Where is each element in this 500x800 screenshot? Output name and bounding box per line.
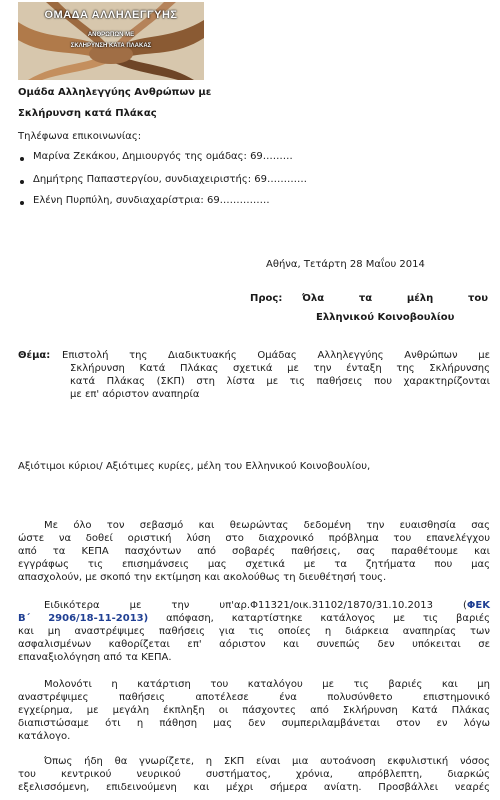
letter-date: Αθήνα, Τετάρτη 28 Μαΐου 2014 <box>266 259 425 270</box>
subject-text <box>62 349 490 401</box>
logo-title: ΟΜΑΔΑ ΑΛΛΗΛΕΓΓΥΗΣ <box>44 9 178 21</box>
contact-item: Δημήτρης Παπαστεργίου, συνδιαχειριστής: 69………… <box>33 174 307 185</box>
paragraph-line: διαπιστώσαμε ότι η πάθηση μας δεν συμπεριλαμβάνεται στον εν λόγω <box>18 718 490 729</box>
paragraph-line: Μολονότι η κατάρτιση του καταλόγου με τις βαριές και μη <box>44 679 490 690</box>
recipient-label: Προς: <box>250 293 283 304</box>
subject-line: με επ' αόριστον αναπηρία <box>70 389 200 400</box>
paragraph-line: κατάλογο. <box>18 731 71 742</box>
paragraph-line: εγγράφως τις επισημάνσεις μας σχετικά με τα ζητήματα που μας <box>18 559 490 570</box>
logo-subtitle-2: ΣΚΛΗΡΥΝΣΗ ΚΑΤΑ ΠΛΑΚΑΣ <box>70 43 152 49</box>
sender-name-line-1: Ομάδα Αλληλεγγύης Ανθρώπων με <box>18 87 212 98</box>
paragraph-text: απόφαση, καταρτίστηκε κατάλογος με τις βαριές <box>148 613 490 624</box>
paragraph-line <box>18 599 490 612</box>
paragraph-4 <box>18 755 490 794</box>
paragraph-line: αναστρέψιμες παθήσεις αποτέλεσε ένα πολυσύνθετο επιστημονικό <box>18 692 490 703</box>
paragraph-line <box>18 612 490 625</box>
paragraph-line: του κεντρικού νευρικού συστήματος, χρόνια, απρόβλεπτη, διαρκώς <box>18 769 490 780</box>
paragraph-line: απασχολούν, με σκοπό την εκτίμηση και ακολούθως τη διευθέτησή τους. <box>18 572 387 583</box>
group-logo <box>18 2 204 80</box>
paragraph-1 <box>18 519 490 584</box>
paragraph-line: από τα ΚΕΠΑ πασχόντων από σοβαρές παθήσεις, σας παραθέτουμε και <box>18 546 490 557</box>
paragraph-line: και μη αναστρέψιμες παθήσεις για τις οποίες η διάρκεια αναπηρίας των <box>18 626 490 637</box>
sender-name-line-2: Σκλήρυνση κατά Πλάκας <box>18 108 157 119</box>
subject-line: Σκλήρυνση Κατά Πλάκας σχετικά με την ένταξη της Σκλήρυνσης <box>70 363 490 374</box>
contact-label: Τηλέφωνα επικοινωνίας: <box>18 131 142 142</box>
paragraph-3 <box>18 678 490 743</box>
paragraph-line: Με όλο τον σεβασμό και θεωρώντας δεδομένη την ευαισθησία σας <box>44 520 490 531</box>
greeting: Αξιότιμοι κύριοι/ Αξιότιμες κυρίες, μέλη του Ελληνικού Κοινοβουλίου, <box>18 461 371 472</box>
gazette-reference: ΦΕΚ <box>466 600 490 611</box>
gazette-reference: Β΄ 2906/18-11-2013) <box>18 613 149 624</box>
logo-subtitle-1: ΑΝΘΡΩΠΩΝ ΜΕ <box>87 32 135 38</box>
recipient-line-1: Όλα τα μέλη του <box>302 293 488 304</box>
subject-line: κατά Πλάκας (ΣΚΠ) στη λίστα με τις παθήσεις που χαρακτηρίζονται <box>70 376 490 387</box>
contact-item: Μαρίνα Ζεκάκου, Δημιουργός της ομάδας: 69……… <box>33 151 293 162</box>
subject-label: Θέμα: <box>18 350 51 361</box>
paragraph-line: Όπως ήδη θα γνωρίζετε, η ΣΚΠ είναι μια αυτοάνοση εκφυλιστική νόσος <box>44 756 490 767</box>
paragraph-line: εγχείρημα, με μεγάλη έκπληξη οι πάσχοντες από Σκλήρυνση Κατά Πλάκας <box>18 705 490 716</box>
paragraph-line: επαναξιολόγηση από τα ΚΕΠΑ. <box>18 652 172 663</box>
contact-item: Ελένη Πυρπύλη, συνδιαχαρίστρια: 69…………… <box>33 195 270 206</box>
bullet-icon <box>20 180 24 184</box>
paragraph-line: εξελισσόμενη, επιδεινούμενη και μέχρι σήμερα ανίατη. Προσβάλλει νεαρές <box>18 782 490 793</box>
paragraph-line: ασφαλισμένων καθορίζεται επ' αόριστον και συνεπώς δεν υπόκειται σε <box>18 639 490 650</box>
bullet-icon <box>20 201 24 205</box>
decision-reference: Ειδικότερα με την υπ'αρ.Φ11321/οικ.31102/1870/31.10.2013 ( <box>44 600 467 611</box>
recipient-line-2: Ελληνικού Κοινοβουλίου <box>316 312 455 323</box>
paragraph-line: ώστε να δοθεί οριστική λύση στο διαχρονικό πρόβλημα του επανελέγχου <box>18 533 490 544</box>
bullet-icon <box>20 157 24 161</box>
subject-line: Επιστολή της Διαδικτυακής Ομάδας Αλληλεγγύης Ανθρώπων με <box>62 350 490 361</box>
paragraph-2 <box>18 599 490 664</box>
